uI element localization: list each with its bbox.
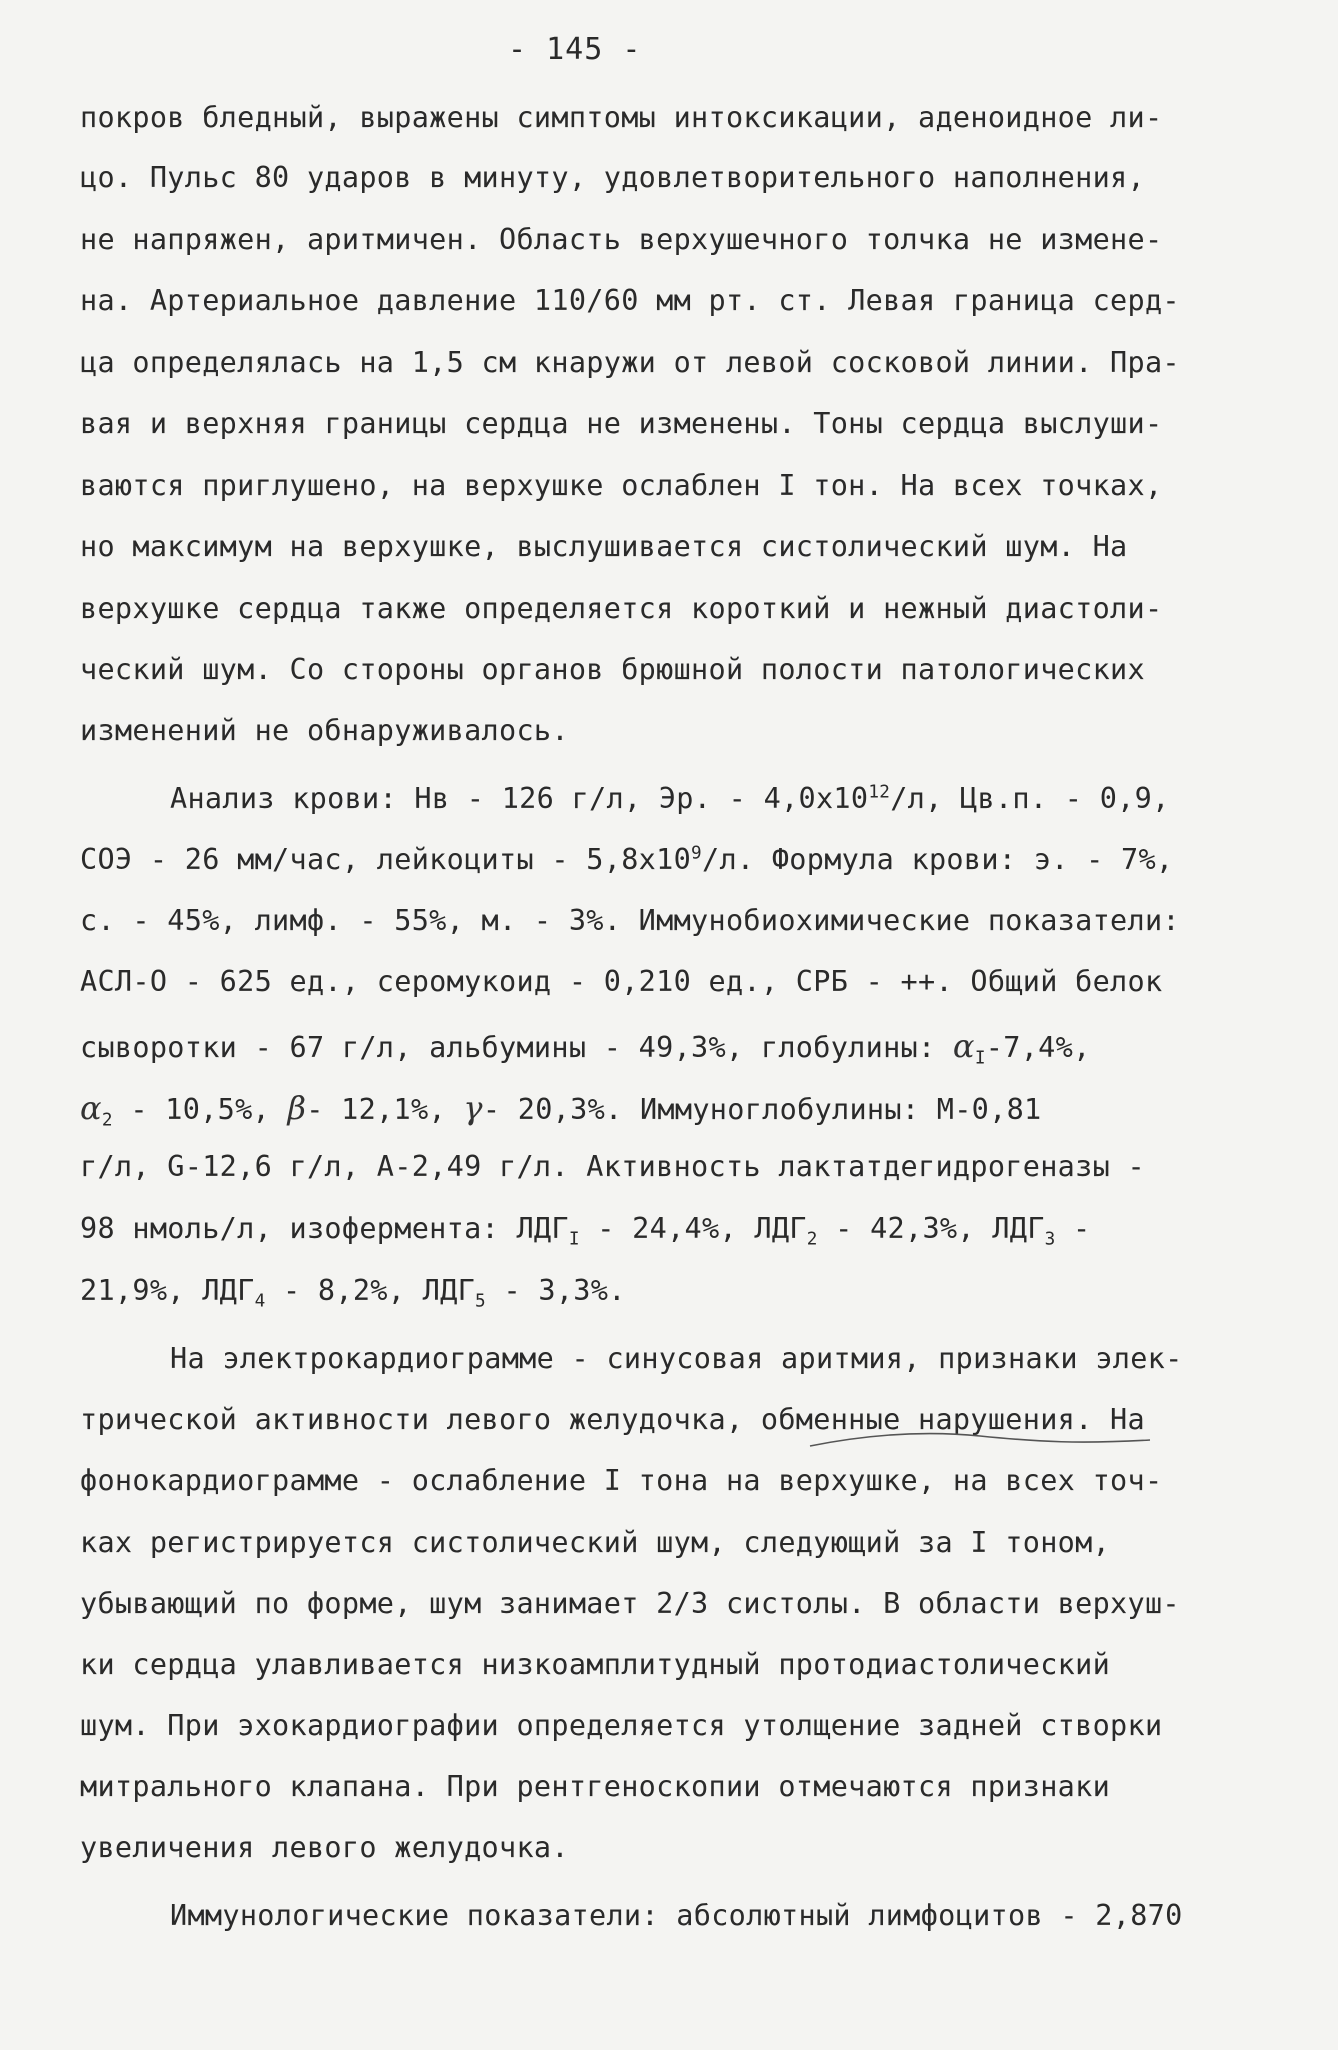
text-line: ки сердца улавливается низкоамплитудный протодиастолический xyxy=(80,1648,1111,1681)
text-line: трической активности левого желудочка, обменные нарушения. На xyxy=(80,1403,1145,1436)
text-line: но максимум на верхушке, выслушивается систолический шум. На xyxy=(80,530,1128,563)
text-line: На электрокардиограмме - синусовая аритмия, признаки элек- xyxy=(170,1342,1183,1375)
blood-analysis-line: $\alpha_2 - 10,5\%$, β- 12,1%, γ- 20,3%. Иммуноглобулины: М-0,81 xyxy=(80,1089,1042,1131)
text-line: убывающий по форме, шум занимает 2/3 систолы. В области верхуш- xyxy=(80,1587,1180,1620)
text-line: ваются приглушено, на верхушке ослаблен I тон. На всех точках, xyxy=(80,469,1163,502)
text-line: увеличения левого желудочка. xyxy=(80,1831,569,1864)
text-line: цо. Пульс 80 ударов в минуту, удовлетворительного наполнения, xyxy=(80,161,1145,194)
text-line: ческий шум. Со стороны органов брюшной полости патологических xyxy=(80,653,1145,686)
text-line: покров бледный, выражены симптомы интоксикации, аденоидное ли- xyxy=(80,101,1163,134)
text-line: вая и верхняя границы сердца не изменены. Тоны сердца выслуши- xyxy=(80,407,1163,440)
text-line: шум. При эхокардиографии определяется утолщение задней створки xyxy=(80,1709,1163,1742)
blood-analysis-line: 21,9%, $ЛДГ_4 - 8,2\%$, $ЛДГ_5 - 3,3\%$. xyxy=(80,1274,626,1312)
text-line: верхушке сердца также определяется короткий и нежный диастоли- xyxy=(80,592,1163,625)
text-line: ках регистрируется систолический шум, следующий за I тоном, xyxy=(80,1526,1111,1559)
blood-analysis-line: СОЭ - 26 мм/час, лейкоциты - $5,8x10^9/л$. Формула крови: э. - 7%, xyxy=(80,843,1174,876)
text-line: изменений не обнаруживалось. xyxy=(80,714,569,747)
blood-analysis-line: Анализ крови: Нв - 126 г/л, Эр. - $4,0x10^{12}/л$, Цв.п. - 0,9, xyxy=(170,782,1170,815)
alpha-symbol: α xyxy=(80,1089,102,1127)
page-number: - 145 - xyxy=(508,32,642,67)
text-line: фонокардиограмме - ослабление I тона на верхушке, на всех точ- xyxy=(80,1464,1163,1497)
blood-analysis-line: г/л, G-12,6 г/л, А-2,49 г/л. Активность лактатдегидрогеназы - xyxy=(80,1150,1145,1183)
text-line: на. Артериальное давление 110/60 мм рт. ст. Левая граница серд- xyxy=(80,284,1180,317)
text-line: ца определялась на 1,5 см кнаружи от левой сосковой линии. Пра- xyxy=(80,346,1180,379)
blood-analysis-line: сыворотки - 67 г/л, альбумины - 49,3%, глобулины: $\alpha_I-7,4\%$, xyxy=(80,1027,1091,1069)
text-line: митрального клапана. При рентгеноскопии отмечаются признаки xyxy=(80,1770,1111,1803)
gamma-symbol: γ xyxy=(463,1089,483,1127)
beta-symbol: β xyxy=(287,1089,307,1127)
blood-analysis-line: АСЛ-О - 625 ед., серомукоид - 0,210 ед., СРБ - ++. Общий белок xyxy=(80,965,1163,998)
blood-analysis-line: 98 нмоль/л, изофермента: $ЛДГ_I - 24,4\%$, $ЛДГ_2 - 42,3\%$, $ЛДГ_3$ - xyxy=(80,1212,1091,1250)
text-line: Иммунологические показатели: абсолютный лимфоцитов - 2,870 xyxy=(170,1899,1183,1932)
alpha-symbol: α xyxy=(952,1027,975,1065)
blood-analysis-line: с. - 45%, лимф. - 55%, м. - 3%. Иммунобиохимические показатели: xyxy=(80,904,1180,937)
text-line: не напряжен, аритмичен. Область верхушечного толчка не измене- xyxy=(80,223,1163,256)
